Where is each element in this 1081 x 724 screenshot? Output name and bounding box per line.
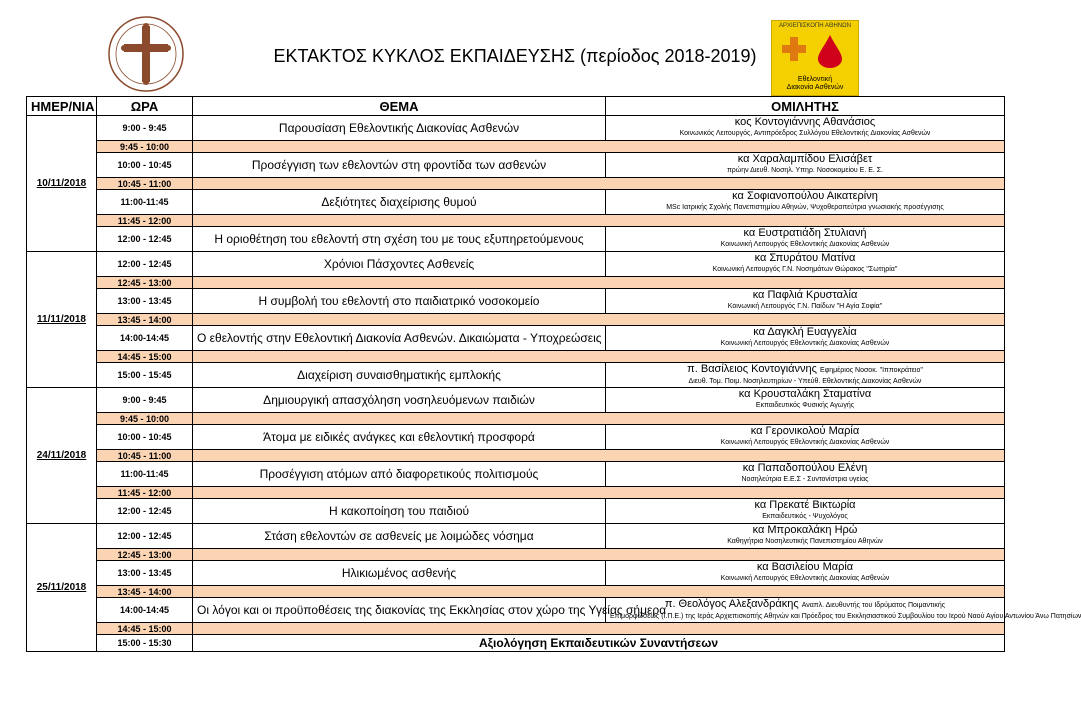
time-cell: 9:00 - 9:45 [97, 388, 193, 413]
speaker-name-text: κα Κρουσταλάκη Σταματίνα [738, 388, 872, 400]
volunteer-service-logo [771, 20, 859, 96]
header-time: ΩΡΑ [97, 97, 193, 116]
session-row [27, 116, 1005, 141]
speaker-role: Εκπαιδευτικός - Ψυχολόγος [762, 513, 848, 520]
speaker-name-text: κα Πρεκατέ Βικτωρία [754, 499, 856, 511]
speaker-name-text: κα Χαραλαμπίδου Ελισάβετ [737, 153, 873, 165]
speaker-cell [606, 252, 1005, 277]
time-cell: 15:00 - 15:30 [97, 635, 193, 652]
break-cell [193, 215, 1005, 227]
time-cell: 12:00 - 12:45 [97, 227, 193, 252]
speaker-name [610, 426, 1000, 437]
speaker-role: Νοσηλεύτρια Ε.Ε.Σ - Συντονίστρια υγείας [741, 476, 869, 483]
final-topic: Αξιολόγηση Εκπαιδευτικών Συναντήσεων [193, 635, 1005, 652]
session-row [27, 252, 1005, 277]
topic-cell: Η συμβολή του εθελοντή στο παιδιατρικό νοσοκομείο [193, 289, 606, 314]
speaker-name-text: κα Δαγκλή Ευαγγελία [753, 326, 857, 338]
speaker-name-text: κα Παφλιά Κρυσταλία [752, 289, 858, 301]
session-row [27, 363, 1005, 388]
speaker-name [610, 364, 1000, 376]
time-cell: 9:45 - 10:00 [97, 141, 193, 153]
speaker-name-text: π. Βασίλειος Κοντογιάννης [687, 362, 817, 375]
time-cell: 13:00 - 13:45 [97, 561, 193, 586]
speaker-role: Κοινωνική Λειτουργός Εθελοντικής Διακονίας Ασθενών [720, 340, 890, 347]
speaker-cell [606, 462, 1005, 487]
speaker-role: Εκπαιδευτικός Φυσικής Αγωγής [755, 402, 855, 409]
break-row [27, 215, 1005, 227]
time-cell: 12:00 - 12:45 [97, 499, 193, 524]
speaker-name-text: κα Μπροκαλάκη Ηρώ [752, 524, 858, 536]
topic-cell: Ο εθελοντής στην Εθελοντική Διακονία Ασθενών. Δικαιώματα - Υποχρεώσεις [193, 326, 606, 351]
speaker-role: Κοινωνική Λειτουργός Γ.Ν. Παίδων "Η Αγία Σοφία" [727, 303, 883, 310]
speaker-name [610, 599, 1000, 611]
speaker-role: Κοινωνική Λειτουργός Εθελοντικής Διακονίας Ασθενών [720, 575, 890, 582]
table-header-row [27, 97, 1005, 116]
speaker-cell [606, 326, 1005, 351]
speaker-cell [606, 116, 1005, 141]
break-row [27, 549, 1005, 561]
topic-cell: Δημιουργική απασχόληση νοσηλευόμενων παιδιών [193, 388, 606, 413]
time-cell: 11:45 - 12:00 [97, 487, 193, 499]
speaker-role: MSc Ιατρικής Σχολής Πανεπιστημίου Αθηνών, Ψυχοθεραπεύτρια γνωσιακής προσέγγισης [666, 204, 944, 211]
speaker-name-text: π. Θεολόγος Αλεξανδράκης [664, 597, 799, 610]
speaker-extra: Εφημέριος Νοσοκ. "Ιπποκράτειο" [820, 366, 923, 374]
speaker-name [610, 191, 1000, 202]
break-row [27, 623, 1005, 635]
break-row [27, 178, 1005, 190]
time-cell: 14:45 - 15:00 [97, 351, 193, 363]
speaker-name-text: κα Βασιλείου Μαρία [756, 561, 854, 573]
speaker-cell [606, 425, 1005, 450]
speaker-name [610, 228, 1000, 239]
topic-cell: Η κακοποίηση του παιδιού [193, 499, 606, 524]
time-cell: 15:00 - 15:45 [97, 363, 193, 388]
speaker-extra: Αναπλ. Διευθυντής του Ιδρύματος Ποιμαντικής [801, 601, 946, 609]
topic-cell: Δεξιότητες διαχείρισης θυμού [193, 190, 606, 215]
break-cell [193, 178, 1005, 190]
session-row [27, 153, 1005, 178]
time-cell: 9:45 - 10:00 [97, 413, 193, 425]
break-cell [193, 586, 1005, 598]
topic-cell: Άτομα με ειδικές ανάγκες και εθελοντική προσφορά [193, 425, 606, 450]
session-row [27, 388, 1005, 413]
break-cell [193, 351, 1005, 363]
speaker-name-text: κα Γερονικολού Μαρία [750, 425, 860, 437]
session-row [27, 598, 1005, 623]
speaker-name-text: κος Κοντογιάννης Αθανάσιος [734, 116, 876, 128]
speaker-name [610, 253, 1000, 264]
speaker-cell [606, 227, 1005, 252]
topic-cell: Οι λόγοι και οι προϋποθέσεις της διακονίας της Εκκλησίας στον χώρο της Υγείας σήμερα [193, 598, 606, 623]
session-row [27, 425, 1005, 450]
time-cell: 11:00-11:45 [97, 462, 193, 487]
break-cell [193, 413, 1005, 425]
speaker-role: Κοινωνική Λειτουργός Εθελοντικής Διακονίας Ασθενών [720, 439, 890, 446]
header-topic: ΘΕΜΑ [193, 97, 606, 116]
speaker-role: Καθηγήτρια Νοσηλευτικής Πανεπιστημίου Αθηνών [727, 538, 883, 545]
speaker-name [610, 327, 1000, 338]
break-row [27, 413, 1005, 425]
speaker-name-text: κα Σοφιανοπούλου Αικατερίνη [732, 190, 878, 202]
break-cell [193, 314, 1005, 326]
break-row [27, 314, 1005, 326]
break-row [27, 586, 1005, 598]
speaker-role: Διευθ. Τομ. Ποιμ. Νοσηλευτηρίων - Υπεύθ. Εθελοντικής Διακονίας Ασθενών [688, 377, 922, 385]
speaker-cell [606, 597, 1081, 623]
break-row [27, 277, 1005, 289]
speaker-name-text: κα Ευστρατιάδη Στυλιανή [743, 227, 867, 239]
break-row [27, 487, 1005, 499]
time-cell: 12:00 - 12:45 [97, 524, 193, 549]
session-row [27, 462, 1005, 487]
time-cell: 9:00 - 9:45 [97, 116, 193, 141]
time-cell: 13:45 - 14:00 [97, 586, 193, 598]
day-date: 11/11/2018 [27, 252, 97, 388]
speaker-name [610, 154, 1000, 165]
topic-cell: Η οριοθέτηση του εθελοντή στη σχέση του με τους εξυπηρετούμενους [193, 227, 606, 252]
schedule-body [27, 116, 1081, 652]
logo-line2: Διακονία Ασθενών [786, 84, 844, 91]
header-date: ΗΜΕΡ/ΝΙΑ [27, 97, 97, 116]
speaker-name-text: κα Σπυράτου Ματίνα [754, 252, 856, 264]
topic-cell: Προσέγγιση των εθελοντών στη φροντίδα των ασθενών [193, 153, 606, 178]
time-cell: 10:45 - 11:00 [97, 450, 193, 462]
speaker-cell [606, 524, 1005, 549]
speaker-name-text: κα Παπαδοπούλου Ελένη [742, 462, 868, 474]
speaker-cell [606, 153, 1005, 178]
session-row [27, 227, 1005, 252]
day-date: 25/11/2018 [27, 524, 97, 652]
final-row [27, 635, 1005, 652]
break-row [27, 351, 1005, 363]
session-row [27, 524, 1005, 549]
speaker-name [610, 290, 1000, 301]
topic-cell: Χρόνιοι Πάσχοντες Ασθενείς [193, 252, 606, 277]
speaker-cell [606, 190, 1005, 215]
time-cell: 12:45 - 13:00 [97, 549, 193, 561]
speaker-role: πρώην Διευθ. Νοσηλ. Υπηρ. Νοσοκομείου Ε. Ε. Σ. [726, 167, 884, 174]
session-row [27, 190, 1005, 215]
break-row [27, 141, 1005, 153]
speaker-role: Κοινωνική Λειτουργός Γ.Ν. Νοσημάτων Θώρακος "Σωτηρία" [712, 266, 898, 273]
document-header [26, 14, 1004, 96]
topic-cell: Προσέγγιση ατόμων από διαφορετικούς πολιτισμούς [193, 462, 606, 487]
time-cell: 14:00-14:45 [97, 598, 193, 623]
day-date: 10/11/2018 [27, 116, 97, 252]
speaker-role: Επιμορφώσεως (Ι.Π.Ε.) της Ιεράς Αρχιεπισκοπής Αθηνών και Πρόεδρος του Εκκλησιαστικού Συμβουλίου του Ιερού Ναού Αγίου Αντωνίου Άνω Πατησίων [610, 612, 1081, 620]
break-cell [193, 549, 1005, 561]
time-cell: 14:45 - 15:00 [97, 623, 193, 635]
topic-cell: Στάση εθελοντών σε ασθενείς με λοιμώδες νόσημα [193, 524, 606, 549]
break-row [27, 450, 1005, 462]
session-row [27, 499, 1005, 524]
cross-drop-icon [780, 33, 852, 69]
speaker-cell [606, 561, 1005, 586]
time-cell: 11:45 - 12:00 [97, 215, 193, 227]
time-cell: 12:00 - 12:45 [97, 252, 193, 277]
time-cell: 12:45 - 13:00 [97, 277, 193, 289]
speaker-name [610, 117, 1000, 128]
header-speaker: ΟΜΙΛΗΤΗΣ [606, 97, 1005, 116]
break-cell [193, 141, 1005, 153]
day-date: 24/11/2018 [27, 388, 97, 524]
page-title: ΕΚΤΑΚΤΟΣ ΚΥΚΛΟΣ ΕΚΠΑΙΔΕΥΣΗΣ (περίοδος 2018-2019) [273, 46, 757, 66]
time-cell: 10:45 - 11:00 [97, 178, 193, 190]
speaker-role: Κοινωνική Λειτουργός Εθελοντικής Διακονίας Ασθενών [720, 241, 890, 248]
time-cell: 13:45 - 14:00 [97, 314, 193, 326]
speaker-name [610, 525, 1000, 536]
topic-cell: Ηλικιωμένος ασθενής [193, 561, 606, 586]
break-cell [193, 450, 1005, 462]
session-row [27, 326, 1005, 351]
time-cell: 14:00-14:45 [97, 326, 193, 351]
speaker-cell [606, 363, 1005, 388]
break-cell [193, 623, 1005, 635]
speaker-name [610, 500, 1000, 511]
speaker-cell [606, 499, 1005, 524]
session-row [27, 561, 1005, 586]
speaker-name [610, 463, 1000, 474]
topic-cell: Διαχείριση συναισθηματικής εμπλοκής [193, 363, 606, 388]
time-cell: 10:00 - 10:45 [97, 153, 193, 178]
speaker-name [610, 562, 1000, 573]
logo-top-text: ΑΡΧΙΕΠΙΣΚΟΠΗ ΑΘΗΝΩΝ [779, 23, 851, 29]
time-cell: 11:00-11:45 [97, 190, 193, 215]
speaker-cell [606, 289, 1005, 314]
break-cell [193, 487, 1005, 499]
time-cell: 13:00 - 13:45 [97, 289, 193, 314]
time-cell: 10:00 - 10:45 [97, 425, 193, 450]
speaker-name [610, 389, 1000, 400]
logo-line1: Εθελοντική [797, 76, 833, 83]
speaker-cell [606, 388, 1005, 413]
schedule-table [26, 96, 1081, 652]
topic-cell: Παρουσίαση Εθελοντικής Διακονίας Ασθενών [193, 116, 606, 141]
speaker-role: Κοινωνικός Λειτουργός, Αντιπρόεδρος Συλλόγου Εθελοντικής Διακονίας Ασθενών [679, 130, 931, 137]
session-row [27, 289, 1005, 314]
break-cell [193, 277, 1005, 289]
